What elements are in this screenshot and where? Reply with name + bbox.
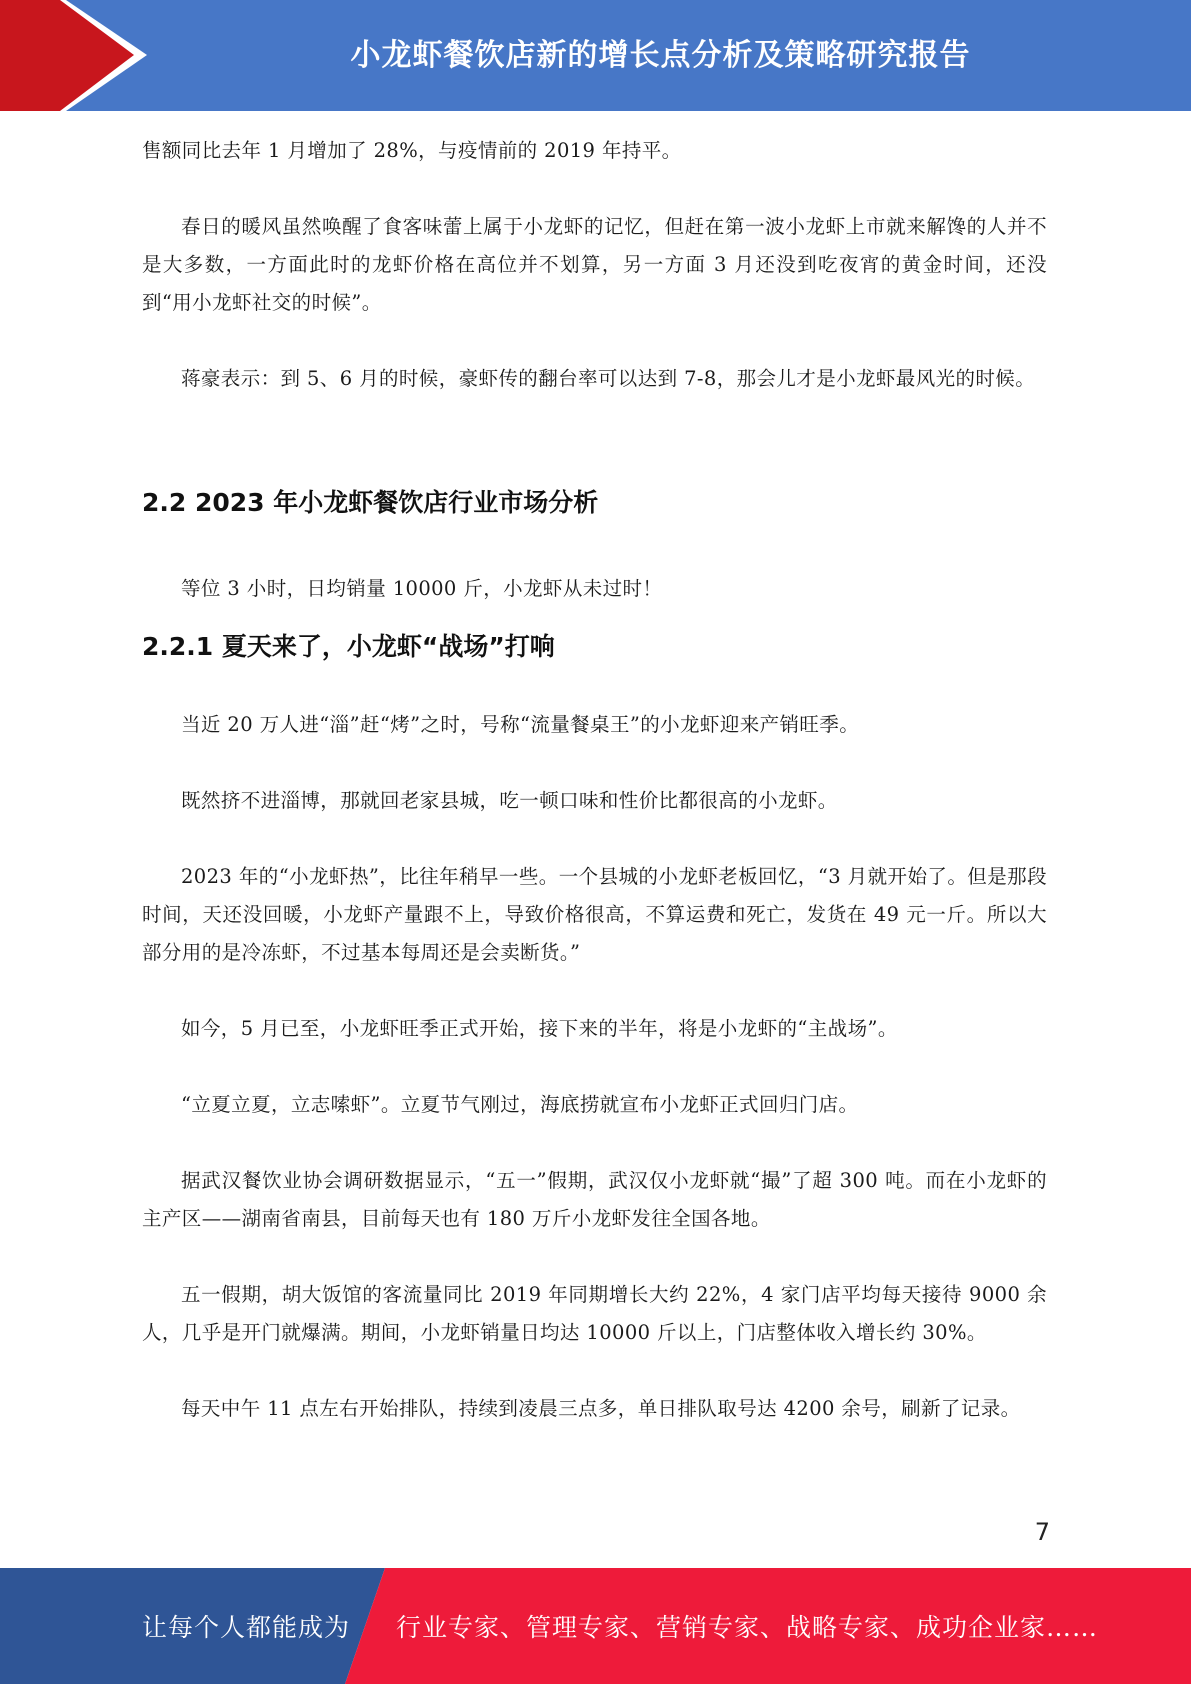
paragraph: 每天中午 11 点左右开始排队，持续到凌晨三点多，单日排队取号达 4200 余号，刷新了记录。 [181,1397,1021,1420]
paragraph: 售额同比去年 1 月增加了 28%，与疫情前的 2019 年持平。 [142,139,682,162]
footer-slogan-right: 行业专家、管理专家、营销专家、战略专家、成功企业家…… [396,1613,1099,1642]
page-content [142,132,1047,1428]
paragraph: 2023 年的“小龙虾热”，比往年稍早一些。一个县城的小龙虾老板回忆，“3 月就开始了。但是那段时间，天还没回暖，小龙虾产量跟不上，导致价格很高，不算运费和死亡，发货在 49 元一斤。所以大部分用的是冷冻虾，不过基本每周还是会卖断货。” [142,865,1047,964]
paragraph: “立夏立夏，立志嗦虾”。立夏节气刚过，海底捞就宣布小龙虾正式回归门店。 [181,1093,859,1116]
footer-slogan-left: 让每个人都能成为 [142,1613,351,1642]
subsection-heading: 2.2.1 夏天来了，小龙虾“战场”打响 [142,632,555,661]
paragraph: 据武汉餐饮业协会调研数据显示，“五一”假期，武汉仅小龙虾就“撮”了超 300 吨。而在小龙虾的主产区——湖南省南县，目前每天也有 180 万斤小龙虾发往全国各地。 [142,1169,1047,1230]
section-heading: 2.2 2023 年小龙虾餐饮店行业市场分析 [142,488,599,517]
page-number: 7 [1034,1518,1050,1546]
header-chevron-decoration [0,0,160,111]
document-title: 小龙虾餐饮店新的增长点分析及策略研究报告 [350,37,971,73]
paragraph: 春日的暖风虽然唤醒了食客味蕾上属于小龙虾的记忆，但赶在第一波小龙虾上市就来解馋的人并不是大多数，一方面此时的龙虾价格在高位并不划算，另一方面 3 月还没到吃夜宵的黄金时间，还没到“用小龙虾社交的时候”。 [142,215,1047,314]
paragraph: 等位 3 小时，日均销量 10000 斤，小龙虾从未过时！ [181,577,663,600]
paragraph: 如今，5 月已至，小龙虾旺季正式开始，接下来的半年，将是小龙虾的“主战场”。 [181,1017,898,1040]
paragraph: 既然挤不进淄博，那就回老家县城，吃一顿口味和性价比都很高的小龙虾。 [181,789,838,812]
paragraph: 蒋豪表示：到 5、6 月的时候，豪虾传的翻台率可以达到 7-8，那会儿才是小龙虾最风光的时候。 [181,367,1036,390]
paragraph: 五一假期，胡大饭馆的客流量同比 2019 年同期增长大约 22%，4 家门店平均每天接待 9000 余人，几乎是开门就爆满。期间，小龙虾销量日均达 10000 斤以上，门店整体收入增长约 30%。 [142,1283,1047,1344]
paragraph: 当近 20 万人进“淄”赶“烤”之时，号称“流量餐桌王”的小龙虾迎来产销旺季。 [181,713,860,736]
